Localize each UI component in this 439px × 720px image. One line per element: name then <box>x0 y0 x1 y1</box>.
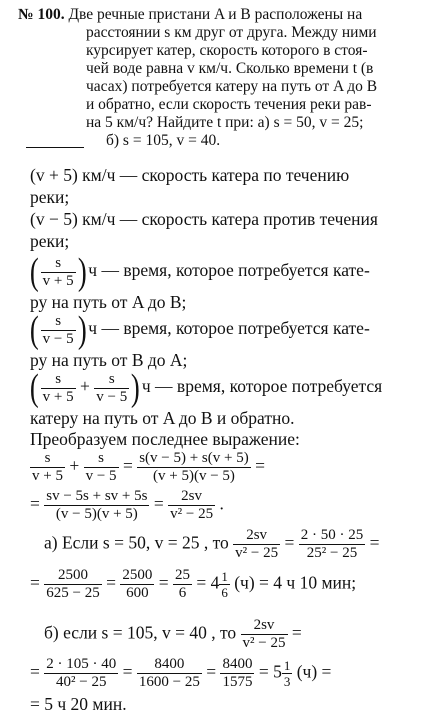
fraction <box>84 450 119 485</box>
numerator: 2500 <box>122 567 153 583</box>
case-b-result <box>30 656 331 691</box>
fraction <box>44 656 118 691</box>
problem-line: курсирует катер, скорость которого в стоя- <box>86 42 368 59</box>
solution-line: ру на путь от B до A; <box>30 350 188 370</box>
denominator: (v − 5)(v + 5) <box>55 506 138 522</box>
operator: = <box>122 455 133 476</box>
denominator: 3 <box>283 674 291 689</box>
operator: . <box>219 493 224 514</box>
numerator: 25 <box>174 567 190 583</box>
solution-line: катеру на путь от A до B и обратно. <box>30 408 295 428</box>
separator-line <box>26 147 84 148</box>
denominator: v − 5 <box>85 468 117 484</box>
denominator: 40² − 25 <box>56 674 107 690</box>
operator: = <box>369 532 380 553</box>
numerator: 8400 <box>137 656 202 674</box>
result-text: (ч) = 4 ч 10 мин; <box>234 572 357 593</box>
solution-line: ру на путь от A до B; <box>30 292 187 312</box>
paren: ) <box>131 367 140 409</box>
numerator: s <box>41 255 76 273</box>
denominator: 600 <box>126 585 149 601</box>
numerator: sv − 5s + sv + 5s <box>46 488 148 504</box>
solution-line: реки; <box>30 187 70 207</box>
case-a-result <box>30 567 356 602</box>
operator: = <box>106 572 116 593</box>
solution-line: (v − 5) км/ч — скорость катера против течения <box>30 209 378 229</box>
problem-line: на 5 км/ч? Найдите t при: а) s = 50, v = 25; <box>86 114 364 131</box>
problem-line <box>18 6 377 24</box>
fraction <box>282 658 293 689</box>
problem-statement <box>18 6 377 150</box>
denominator: v + 5 <box>32 468 63 484</box>
problem-line: и обратно, если скорость течения реки рав- <box>86 96 372 113</box>
numerator: 2 · 105 · 40 <box>46 656 117 672</box>
denominator: 625 − 25 <box>46 585 100 601</box>
fraction-line <box>28 368 382 408</box>
paren: ( <box>29 367 39 409</box>
paren: ) <box>77 309 87 351</box>
fraction <box>44 567 101 602</box>
fraction <box>299 527 366 562</box>
fraction <box>41 255 76 290</box>
numerator: 1 <box>283 658 291 673</box>
denominator: v² − 25 <box>170 506 214 522</box>
final-answer: = 5 ч 20 мин. <box>30 694 127 714</box>
numerator: 2 · 50 · 25 <box>300 527 364 543</box>
fraction <box>44 488 149 523</box>
problem-text: Две речные пристани A и B расположены на <box>68 6 363 23</box>
operator: = <box>284 532 295 553</box>
solution-text: ч — время, которое потребуется кате- <box>88 318 370 339</box>
denominator: 6 <box>221 585 228 600</box>
case-b-line <box>44 617 302 652</box>
numerator: s <box>41 313 76 331</box>
denominator: v + 5 <box>42 272 74 289</box>
solution-line: (v + 5) км/ч — скорость катера по течению <box>30 165 350 185</box>
denominator: v − 5 <box>96 388 128 405</box>
case-label: б) если s = 105, v = 40 , то <box>44 622 237 643</box>
operator: + <box>69 455 80 476</box>
numerator: s(v − 5) + s(v + 5) <box>139 450 249 466</box>
fraction <box>173 567 192 602</box>
fraction <box>41 371 76 406</box>
operator: = 4 <box>196 572 220 593</box>
numerator: 2500 <box>44 567 101 585</box>
denominator: 25² − 25 <box>306 545 358 561</box>
paren: ) <box>77 251 87 293</box>
case-a-line <box>44 527 379 562</box>
operator: = <box>206 661 217 682</box>
numerator: s <box>30 450 65 468</box>
denominator: v − 5 <box>42 330 74 347</box>
fraction <box>220 656 254 691</box>
denominator: 1575 <box>222 674 253 690</box>
fraction <box>94 371 129 406</box>
denominator: v² − 25 <box>235 545 279 561</box>
fraction <box>41 313 76 348</box>
fraction-line <box>28 310 370 350</box>
operator: = <box>30 493 40 514</box>
problem-line: б) s = 105, v = 40. <box>106 132 221 149</box>
problem-line: часах) потребуется катеру на путь от A до B <box>86 78 378 95</box>
solution-line: реки; <box>30 231 70 251</box>
numerator: 2sv <box>168 488 215 506</box>
solution-text: ч — время, которое потребуется кате- <box>88 260 370 281</box>
numerator: s <box>41 371 76 389</box>
solution-text: ч — время, которое потребуется <box>141 376 383 397</box>
fraction <box>168 488 215 523</box>
fraction <box>137 656 202 691</box>
result-text: (ч) = <box>296 661 332 682</box>
fraction <box>219 569 230 600</box>
problem-number: № 100. <box>18 6 65 23</box>
denominator: v + 5 <box>42 388 74 405</box>
fraction <box>137 450 251 485</box>
numerator: 8400 <box>222 656 253 672</box>
operator: = <box>122 661 133 682</box>
numerator: s <box>94 371 129 389</box>
fraction <box>241 617 288 652</box>
numerator: 2sv <box>233 527 280 545</box>
numerator: 1 <box>221 569 228 584</box>
paren: ( <box>29 251 39 293</box>
operator: = 5 <box>258 661 282 682</box>
fraction <box>233 527 280 562</box>
problem-line: расстоянии s км друг от друга. Между ними <box>86 24 377 41</box>
operator: = <box>158 572 169 593</box>
denominator: 1600 − 25 <box>138 674 200 690</box>
denominator: (v + 5)(v − 5) <box>153 468 235 484</box>
numerator: s <box>84 450 119 468</box>
denominator: 6 <box>178 585 187 601</box>
problem-line: чей воде равна v км/ч. Сколько времени t (в <box>86 60 374 77</box>
operator: = <box>153 493 164 514</box>
operator: = <box>255 455 265 476</box>
equation-line <box>30 450 265 485</box>
paren: ( <box>29 309 39 351</box>
operator: = <box>30 661 40 682</box>
fraction-line <box>28 252 370 292</box>
fraction <box>120 567 154 602</box>
operator: + <box>80 376 90 397</box>
fraction <box>30 450 65 485</box>
denominator: v² − 25 <box>242 635 286 651</box>
numerator: 2sv <box>241 617 288 635</box>
operator: = <box>30 572 40 593</box>
solution-line: Преобразуем последнее выражение: <box>30 429 300 449</box>
equation-line <box>30 488 224 523</box>
operator: = <box>291 622 302 643</box>
case-label: а) Если s = 50, v = 25 , то <box>44 532 229 553</box>
